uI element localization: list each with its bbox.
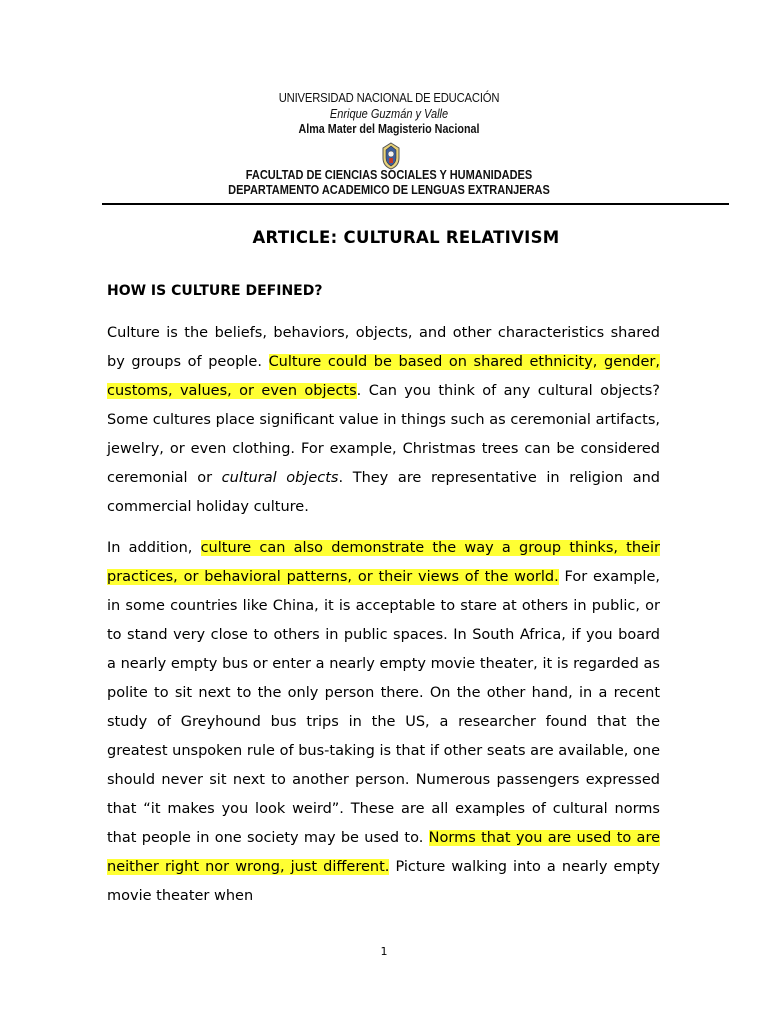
faculty-name: FACULTAD DE CIENCIAS SOCIALES Y HUMANIDADES — [245, 168, 533, 182]
department-name: DEPARTAMENTO ACADEMICO DE LENGUAS EXTRANJERAS — [228, 183, 550, 197]
paragraph-1-text: Culture is the beliefs, behaviors, objects, and other characteristics shared by groups of people. — [107, 325, 660, 370]
header-divider — [102, 203, 729, 205]
paragraph-1 — [107, 319, 660, 522]
paragraph-1-italic: cultural objects — [221, 470, 339, 486]
article-title: ARTICLE: CULTURAL RELATIVISM — [252, 228, 560, 247]
paragraph-2-highlight: Norms that you are used to are neither right nor wrong, just different. — [107, 830, 661, 875]
paragraph-2-highlight: culture can also demonstrate the way a group thinks, their practices, or behavioral patterns, or their views of the world. — [107, 540, 660, 585]
paragraph-1-text: . They are representative in religion and commercial holiday culture. — [107, 470, 661, 515]
paragraph-1-text: . Can you think of any cultural objects? Some cultures place significant value in things such as ceremonial artifacts, jewelry, or even clothing. For example, Christmas trees can be considered ceremonial or — [107, 383, 661, 486]
section-heading: HOW IS CULTURE DEFINED? — [107, 283, 323, 299]
page-number: 1 — [380, 945, 388, 958]
paragraph-2-text: For example, in some countries like China, it is acceptable to stare at others in public, or to stand very close to others in public spaces. In South Africa, if you board a nearly empty bus or enter a nearly empty movie theater, it is regarded as polite to sit next to the only person there. On the other hand, in a recent study of Greyhound bus trips in the US, a researcher found that the greatest unspoken rule of bus-taking is that if other seats are available, one should never sit next to another person. Numerous passengers expressed that “it makes you look weird”. These are all examples of cultural norms that people in one society may be used to. — [107, 569, 660, 846]
university-crest-icon — [381, 142, 401, 170]
paragraph-2 — [107, 534, 660, 911]
paragraph-2-text: Picture walking into a nearly empty movie theater when — [107, 859, 661, 904]
paragraph-1-highlight: Culture could be based on shared ethnicity, gender, customs, values, or even objects — [107, 354, 660, 399]
university-name: UNIVERSIDAD NACIONAL DE EDUCACIÓN — [278, 91, 500, 105]
paragraph-2-text: In addition, — [107, 540, 201, 556]
alma-mater-line: Alma Mater del Magisterio Nacional — [298, 122, 480, 136]
university-patron-name: Enrique Guzmán y Valle — [329, 107, 449, 121]
